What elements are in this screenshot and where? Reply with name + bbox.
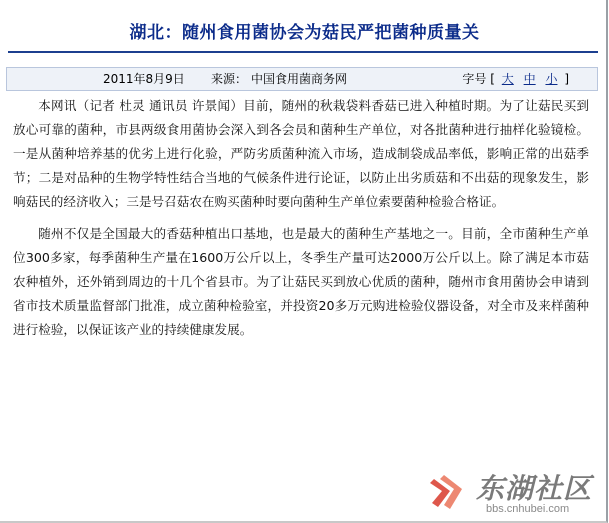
- article-meta-bar: [6, 67, 598, 91]
- font-size-medium-link[interactable]: 中: [523, 72, 536, 86]
- site-watermark: [428, 467, 603, 519]
- watermark-url: bbs.cnhubei.com: [486, 503, 570, 515]
- article-paragraph: 随州不仅是全国最大的香菇种植出口基地，也是最大的菌种生产基地之一。目前，全市菌种生产单位300多家，每季菌种生产量在1600万公斤以上，冬季生产量可达2000万公斤以上。除了满足本市菇农种植外，还外销到周边的十几个省县市。为了让菇民买到放心优质的菌种，随州市食用菌协会申请到省市技术质量监督部门批准，成立菌种检验室，并投资20多万元购进检验仪器设备，对全市及来样菌种进行检验，以保证该产业的持续健康发展。: [13, 226, 589, 337]
- donghu-logo-icon: [428, 469, 472, 513]
- source-label: 来源：: [211, 72, 248, 86]
- title-divider: [8, 51, 598, 53]
- font-size-control: 字号 [ 大 中 小 ]: [462, 72, 569, 86]
- font-size-large-link[interactable]: 大: [501, 72, 514, 86]
- font-size-label: 字号: [462, 72, 487, 86]
- publish-date: 2011年8月9日: [103, 72, 185, 86]
- source-name: 中国食用菌商务网: [251, 72, 348, 86]
- article-body: [13, 94, 589, 350]
- article-paragraph: 本网讯（记者 杜灵 通讯员 许景闻）目前，随州的秋栽袋料香菇已进入种植时期。为了让菇民买到放心可靠的菌种，市县两级食用菌协会深入到各会员和菌种生产单位，对各批菌种进行抽样化验镜检。一是从菌种培养基的优劣上进行化验，严防劣质菌种流入市场，造成制袋成品率低，影响正常的出菇季节；二是对品种的生物学特性结合当地的气候条件进行论证，以防止出劣质菇和不出菇的现象发生，影响菇民的经济收入；三是号召菇农在购买菌种时要向菌种生产单位索要菌种检验合格证。: [13, 98, 589, 209]
- watermark-text: 东湖社区: [476, 472, 593, 505]
- font-size-small-link[interactable]: 小: [545, 72, 558, 86]
- page-title: 湖北：随州食用菌协会为菇民严把菌种质量关: [129, 23, 480, 43]
